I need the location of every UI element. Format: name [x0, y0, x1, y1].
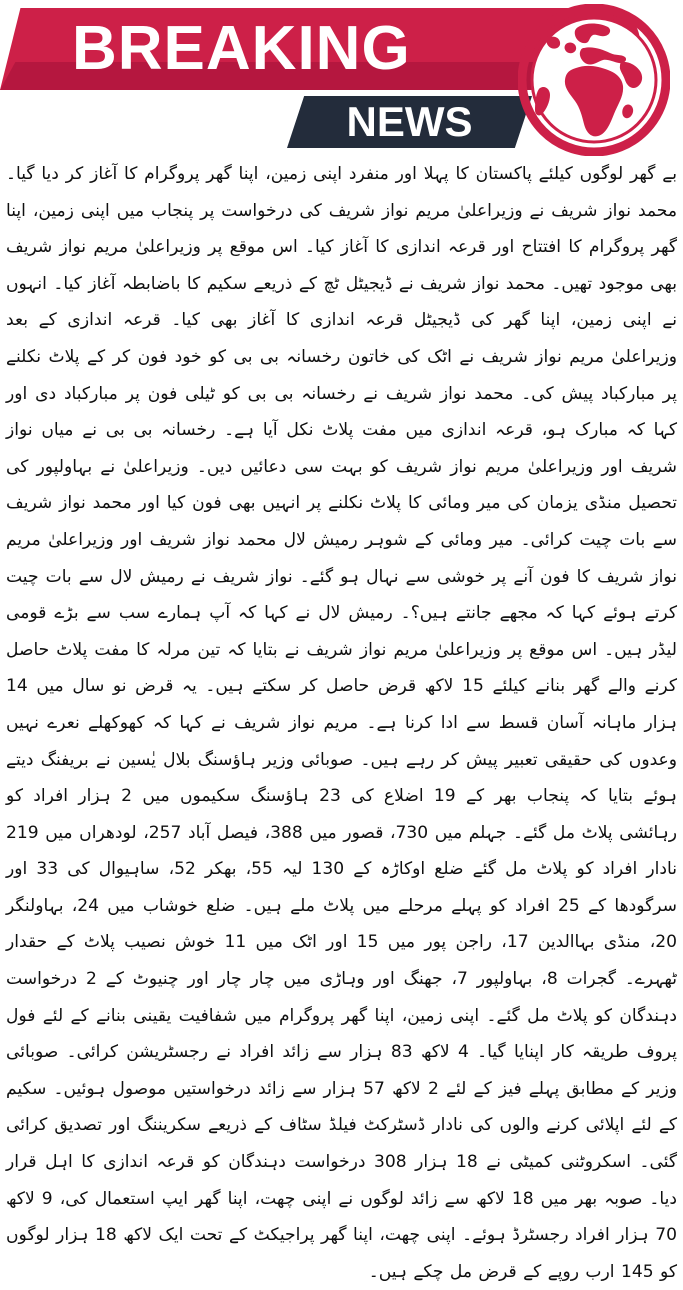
news-label: NEWS [346, 98, 473, 145]
breaking-label: BREAKING [72, 14, 411, 83]
globe-icon [518, 4, 670, 156]
breaking-news-banner [0, 0, 683, 158]
article-body [0, 156, 683, 1290]
article-text: بے گھر لوگوں کیلئے پاکستان کا پہلا اور منفرد اپنی زمین، اپنا گھر پروگرام کا آغاز کر دیا گیا۔ محمد نواز شریف نے وزیراعلیٰ مریم نواز شریف کی درخواست پر پنجاب میں اپنی زمین، اپنا گھر پروگرام کا افتتاح اور قرعہ اندازی کا آغاز کیا۔ اس موقع پر وزیراعلیٰ مریم نواز شریف بھی موجود تھیں۔ محمد نواز شریف نے ڈیجیٹل ٹچ کے ذریعے سکیم کا باضابطہ آغاز کیا۔ انہوں نے اپنی زمین، اپنا گھر کی ڈیجیٹل قرعہ اندازی کا آغاز بھی کیا۔ قرعہ اندازی کے بعد وزیراعلیٰ مریم نواز شریف نے اٹک کی خاتون رخسانہ بی بی کو خود فون کر کے پلاٹ نکلنے پر مبارکباد پیش کی۔ محمد نواز شریف نے رخسانہ بی بی کو ٹیلی فون پر مبارکباد دی اور کہا کہ مبارک ہو، قرعہ اندازی میں مفت پلاٹ نکل آیا ہے۔ رخسانہ بی بی نے میاں نواز شریف اور وزیراعلیٰ مریم نواز شریف کو بہت سی دعائیں دیں۔ وزیراعلیٰ نے بہاولپور کی تحصیل منڈی یزمان کی میر ومائی کا پلاٹ نکلنے پر انہیں بھی فون کیا اور محمد نواز شریف سے بات چیت کرائی۔ میر ومائی کے شوہر رمیش لال محمد نواز شریف اور وزیراعلیٰ مریم نواز شریف کا فون آنے پر خوشی سے نہال ہو گئے۔ نواز شریف نے رمیش لال سے بات چیت کرتے ہوئے کہا کہ مجھے جانتے ہیں؟۔ رمیش لال نے کہا کہ آپ ہمارے سب سے بڑے قومی لیڈر ہیں۔ اس موقع پر وزیراعلیٰ مریم نواز شریف نے بتایا کہ تین مرلہ کا مفت پلاٹ حاصل کرنے والے گھر بنانے کیلئے 15 لاکھ قرض حاصل کر سکتے ہیں۔ یہ قرض نو سال میں 14 ہزار ماہانہ آسان قسط سے ادا کرنا ہے۔ مریم نواز شریف نے کہا کہ کھوکھلے نعرے نہیں وعدوں کی حقیقی تعبیر پیش کر رہے ہیں۔ صوبائی وزیر ہاؤسنگ بلال یٰسین نے بریفنگ دیتے ہوئے بتایا کہ پنجاب بھر کے 19 اضلاع کی 23 ہاؤسنگ سکیموں میں 2 ہزار افراد کو رہائشی پلاٹ مل گئے۔ جہلم میں 730، قصور میں 388، فیصل آباد 257، لودھراں میں 219 نادار افراد کو پلاٹ مل گئے ضلع اوکاڑہ کے 130 لیہ 55، بھکر 52، ساہیوال کی 33 اور سرگودھا کے 25 افراد کو پہلے مرحلے میں پلاٹ ملے ہیں۔ ضلع خوشاب میں 24، بہاولنگر 20، منڈی بہاالدین 17، راجن پور میں 15 اور اٹک میں 11 خوش نصیب پلاٹ کے حقدار ٹھہرے۔ گجرات 8، بہاولپور 7، جھنگ اور وہاڑی میں چار چار اور چنیوٹ کے 2 درخواست دہندگان کو پلاٹ مل گئے۔ اپنی زمین، اپنا گھر پروگرام میں شفافیت یقینی بنانے کے لئے فول پروف طریقہ کار اپنایا گیا۔ 4 لاکھ 83 ہزار سے زائد افراد نے رجسٹریشن کرائی۔ صوبائی وزیر کے مطابق پہلے فیز کے لئے 2 لاکھ 57 ہزار سے زائد درخواستیں موصول ہوئیں۔ سکیم کے لئے اپلائی کرنے والوں کی نادار ڈسٹرکٹ فیلڈ سٹاف کے ذریعے سکریننگ اور تصدیق کرائی گئی۔ اسکروٹنی کمیٹی نے 18 ہزار 308 درخواست دہندگان کو قرعہ اندازی کا اہل قرار دیا۔ صوبہ بھر میں 18 لاکھ سے زائد لوگوں نے اپنی چھت، اپنا گھر ایپ استعمال کی، 9 لاکھ 70 ہزار افراد رجسٹرڈ ہوئے۔ اپنی چھت، اپنا گھر پراجیکٹ کے تحت ایک لاکھ 18 ہزار لوگوں کو 145 ارب روپے کے قرض مل چکے ہیں۔ [6, 164, 678, 1282]
